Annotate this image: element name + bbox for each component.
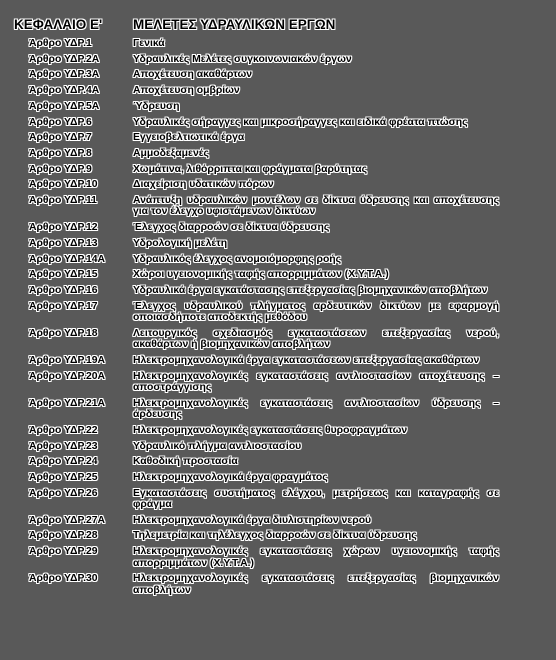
article-code: Άρθρο ΥΔΡ.7 (29, 132, 92, 144)
article-title: Υδραυλικό πλήγμα αντλιοστασίου (133, 440, 302, 452)
article-code: Άρθρο ΥΔΡ.20Α (29, 370, 106, 382)
article-list (0, 38, 556, 600)
article-code: Άρθρο ΥΔΡ.8 (29, 147, 92, 159)
article-title: Αποχέτευση ακαθάρτων (133, 69, 253, 81)
article-title: Αμμοδεξαμενές (133, 147, 209, 159)
article-row (0, 472, 556, 488)
article-code: Άρθρο ΥΔΡ.13 (29, 237, 98, 249)
article-title: Ηλεκτρομηχανολογικά έργα φραγμάτος (133, 471, 328, 483)
article-row (0, 117, 556, 133)
article-code: Άρθρο ΥΔΡ.23 (29, 440, 98, 452)
article-title: Υδραυλικές σήραγγες και μικροσήραγγες και ειδικά φρέατα πτώσης (133, 116, 468, 128)
article-row (0, 515, 556, 531)
article-title: Χωμάτινα, λιθόρριπτα και φράγματα βαρύτητας (133, 163, 368, 175)
article-title: Υδρολογική μελέτη (133, 237, 228, 249)
article-title: Ηλεκτρομηχανολογικές εγκαταστάσεις αντλιοστασίων αποχέτευσης – αποστράγγισης (133, 370, 499, 393)
article-row (0, 456, 556, 472)
article-row (0, 38, 556, 54)
article-row (0, 148, 556, 164)
article-code: Άρθρο ΥΔΡ.12 (29, 222, 98, 234)
article-code: Άρθρο ΥΔΡ.18 (29, 327, 98, 339)
article-title: Ηλεκτρομηχανολογικές εγκαταστάσεις επεξεργασίας βιομηχανικών αποβλήτων (133, 573, 499, 596)
article-code: Άρθρο ΥΔΡ.29 (29, 546, 98, 558)
article-title: Εγγειοβελτιωτικά έργα (133, 132, 245, 144)
article-title: Γενικά (133, 38, 165, 49)
article-row (0, 328, 556, 355)
article-title: Ανάπτυξη υδραυλικών μοντέλων σε δίκτυα ύδρευσης και αποχέτευσης για τον έλεγχο υφιστάμενων δικτύων (133, 195, 499, 218)
article-row (0, 238, 556, 254)
article-code: Άρθρο ΥΔΡ.17 (29, 300, 98, 312)
article-title: Τηλεμετρία και τηλέλεγχος διαρροών σε δίκτυα ύδρευσης (133, 530, 417, 542)
article-row (0, 164, 556, 180)
article-title: Ηλεκτρομηχανολογικά έργα διυλιστηρίων νερού (133, 514, 372, 526)
article-code: Άρθρο ΥΔΡ.27Α (29, 514, 106, 526)
article-code: Άρθρο ΥΔΡ.4Α (29, 85, 100, 97)
article-code: Άρθρο ΥΔΡ.14Α (29, 253, 106, 265)
article-row (0, 269, 556, 285)
article-row (0, 398, 556, 425)
article-code: Άρθρο ΥΔΡ.9 (29, 163, 92, 175)
article-row (0, 85, 556, 101)
article-code: Άρθρο ΥΔΡ.24 (29, 456, 98, 468)
article-row (0, 195, 556, 222)
article-row (0, 132, 556, 148)
article-row (0, 301, 556, 328)
article-row (0, 425, 556, 441)
article-code: Άρθρο ΥΔΡ.16 (29, 284, 98, 296)
article-title: Αποχέτευση ομβρίων (133, 85, 240, 97)
article-title: Διαχείριση υδατικών πόρων (133, 179, 274, 191)
article-code: Άρθρο ΥΔΡ.10 (29, 179, 98, 191)
article-code: Άρθρο ΥΔΡ.11 (29, 195, 97, 207)
article-code: Άρθρο ΥΔΡ.2Α (29, 53, 100, 65)
article-title: Ηλεκτρομηχανολογικές εγκαταστάσεις θυροφραγμάτων (133, 424, 408, 436)
article-code: Άρθρο ΥΔΡ.6 (29, 116, 92, 128)
article-code: Άρθρο ΥΔΡ.25 (29, 471, 98, 483)
article-title: Ηλεκτρομηχανολογικές εγκαταστάσεις αντλιοστασίων ύδρευσης – άρδευσης (133, 397, 499, 421)
article-title: Έλεγχος υδραυλικού πλήγματος αρδευτικών δικτύων με εφαρμογή οποιασδήποτε αποδεκτής μεθόδου (133, 300, 499, 324)
article-row (0, 573, 556, 600)
article-title: Υδραυλικά έργα εγκατάστασης επεξεργασίας βιομηχανικών αποβλήτων (133, 284, 488, 296)
article-title: Χώροι υγειονομικής ταφής απορριμμάτων (Χ.Υ.Τ.Α.) (133, 269, 389, 281)
article-row (0, 179, 556, 195)
article-code: Άρθρο ΥΔΡ.28 (29, 530, 98, 542)
article-row (0, 254, 556, 270)
article-code: Άρθρο ΥΔΡ.30 (29, 573, 98, 585)
article-code: Άρθρο ΥΔΡ.22 (29, 424, 98, 436)
article-code: Άρθρο ΥΔΡ.26 (29, 487, 98, 499)
article-code: Άρθρο ΥΔΡ.1 (29, 38, 92, 49)
article-code: Άρθρο ΥΔΡ.15 (29, 269, 98, 281)
article-code: Άρθρο ΥΔΡ.21Α (29, 397, 106, 409)
article-row (0, 488, 556, 515)
article-title: Έλεγχος διαρροών σε δίκτυα ύδρευσης (133, 222, 330, 234)
article-title: Λειτουργικός σχεδιασμός εγκαταστάσεων επεξεργασίας νερού, ακαθάρτων ή βιομηχανικών αποβλήτων (133, 327, 499, 351)
article-title: Ύδρευση (133, 100, 180, 112)
article-title: Καθοδική προστασία (133, 456, 238, 468)
article-row (0, 285, 556, 301)
article-row (0, 441, 556, 457)
article-row (0, 355, 556, 371)
article-row (0, 54, 556, 70)
article-title: Ηλεκτρομηχανολογικά έργα εγκαταστάσεων επεξεργασίας ακαθάρτων (133, 354, 480, 366)
chapter-code: ΚΕΦΑΛΑΙΟ Ε' (14, 17, 103, 32)
article-title: Εγκαταστάσεις συστήματος ελέγχου, μετρήσεως και καταγραφής σε φράγμα (133, 487, 499, 511)
chapter-title: ΜΕΛΕΤΕΣ ΥΔΡΑΥΛΙΚΩΝ ΕΡΓΩΝ (133, 17, 336, 32)
article-title: Υδραυλικός έλεγχος ανομοιόμορφης ροής (133, 253, 342, 265)
article-row (0, 222, 556, 238)
article-row (0, 530, 556, 546)
article-code: Άρθρο ΥΔΡ.19Α (29, 354, 106, 366)
article-row (0, 546, 556, 573)
article-row (0, 371, 556, 398)
article-code: Άρθρο ΥΔΡ.5Α (29, 100, 100, 112)
article-title: Ηλεκτρομηχανολογικές εγκαταστάσεις χώρων υγειονομικής ταφής απορριμμάτων (Χ.Υ.Τ.Α.) (133, 546, 499, 569)
article-row (0, 101, 556, 117)
article-title: Υδραυλικές Μελέτες συγκοινωνιακών έργων (133, 53, 352, 65)
article-row (0, 69, 556, 85)
article-code: Άρθρο ΥΔΡ.3Α (29, 69, 100, 81)
